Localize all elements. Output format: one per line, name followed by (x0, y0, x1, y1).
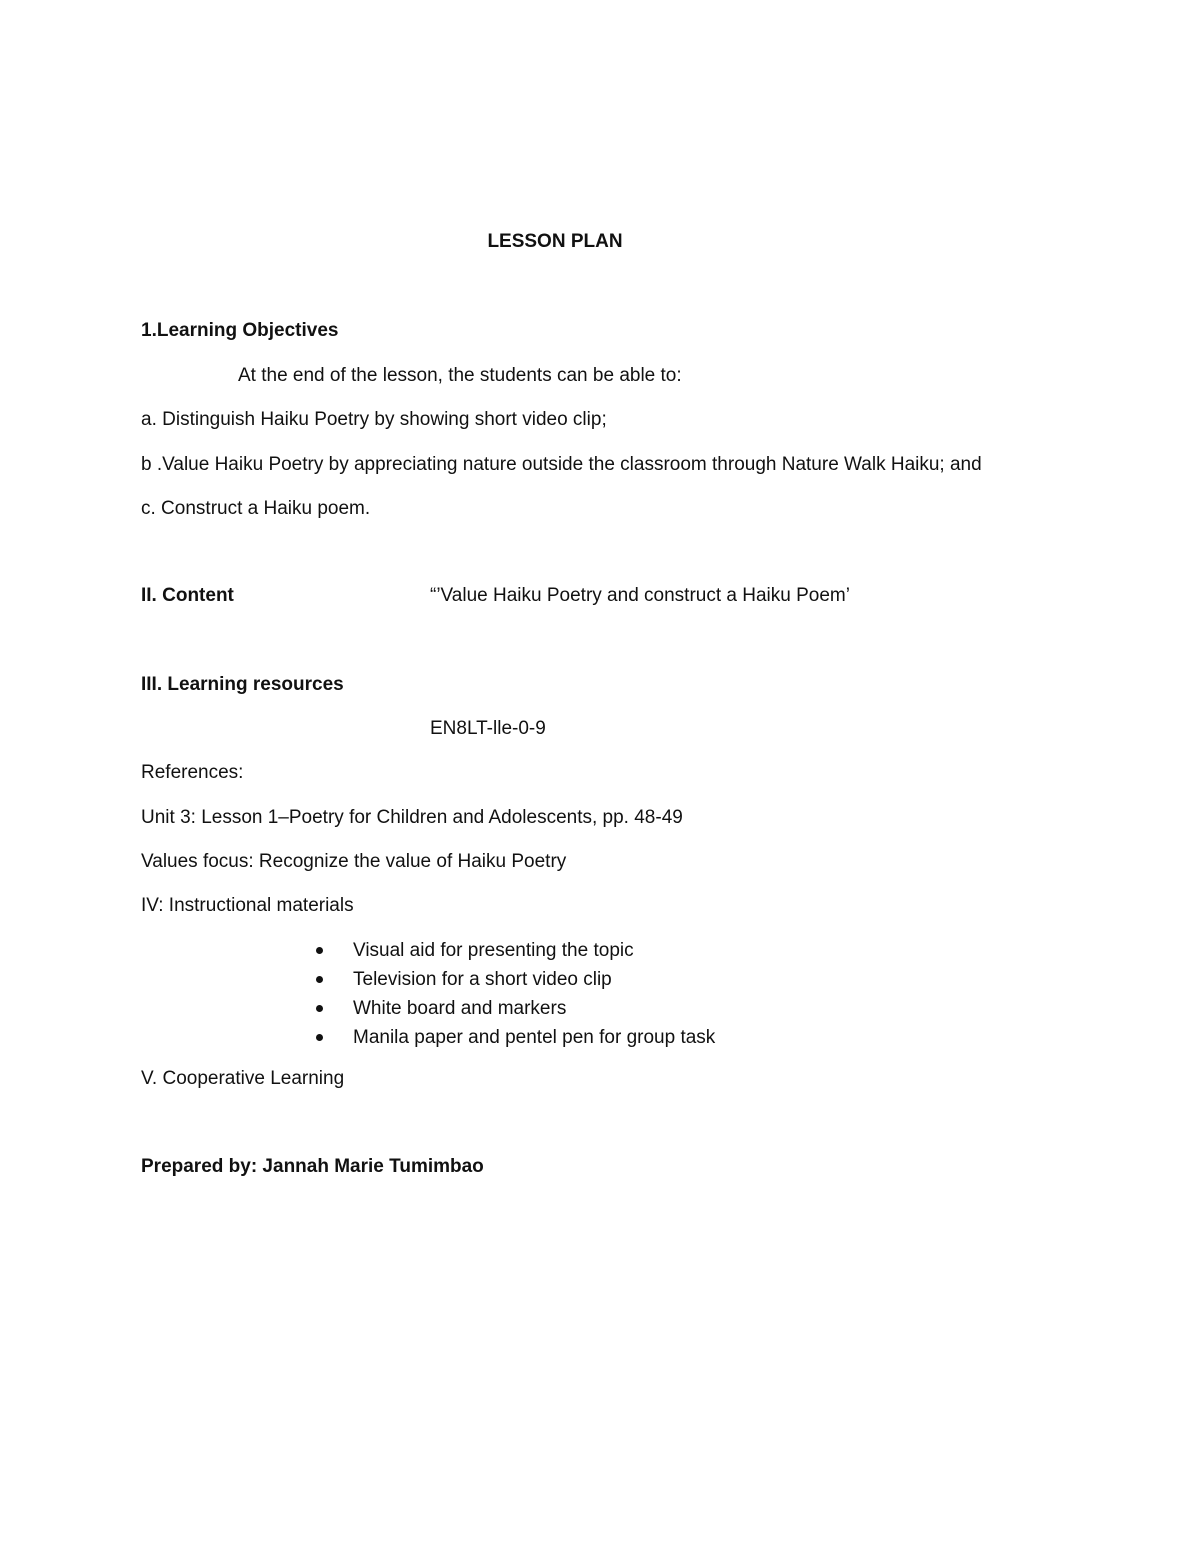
content-heading: II. Content (141, 585, 234, 606)
material-item-label: Manila paper and pentel pen for group task (353, 1027, 716, 1048)
material-item-label: White board and markers (353, 998, 567, 1019)
content-value: “’Value Haiku Poetry and construct a Haiku Poem’ (430, 585, 850, 606)
materials-list (296, 936, 715, 1052)
objective-item-a: a. Distinguish Haiku Poetry by showing short video clip; (141, 409, 607, 430)
list-item (296, 1023, 715, 1052)
material-item-label: Visual aid for presenting the topic (353, 940, 634, 961)
bullet-icon (316, 1005, 323, 1012)
page-title: LESSON PLAN (487, 231, 623, 252)
objectives-intro: At the end of the lesson, the students can be able to: (238, 365, 682, 386)
cooperative-learning: V. Cooperative Learning (141, 1068, 345, 1089)
prepared-by: Prepared by: Jannah Marie Tumimbao (141, 1156, 484, 1177)
bullet-icon (316, 976, 323, 983)
objective-item-b: b .Value Haiku Poetry by appreciating nature outside the classroom through Nature Walk Haiku; and (141, 454, 982, 475)
reference-entry: Unit 3: Lesson 1–Poetry for Children and Adolescents, pp. 48-49 (141, 807, 683, 828)
materials-heading: IV: Instructional materials (141, 895, 354, 916)
objectives-heading: 1.Learning Objectives (141, 320, 339, 341)
values-focus: Values focus: Recognize the value of Haiku Poetry (141, 851, 567, 872)
resource-code: EN8LT-lle-0-9 (430, 718, 546, 739)
objective-item-c: c. Construct a Haiku poem. (141, 498, 371, 519)
list-item (296, 936, 715, 965)
references-label: References: (141, 762, 244, 783)
bullet-icon (316, 947, 323, 954)
resources-heading: III. Learning resources (141, 674, 344, 695)
list-item (296, 994, 715, 1023)
material-item-label: Television for a short video clip (353, 969, 612, 990)
list-item (296, 965, 715, 994)
bullet-icon (316, 1034, 323, 1041)
